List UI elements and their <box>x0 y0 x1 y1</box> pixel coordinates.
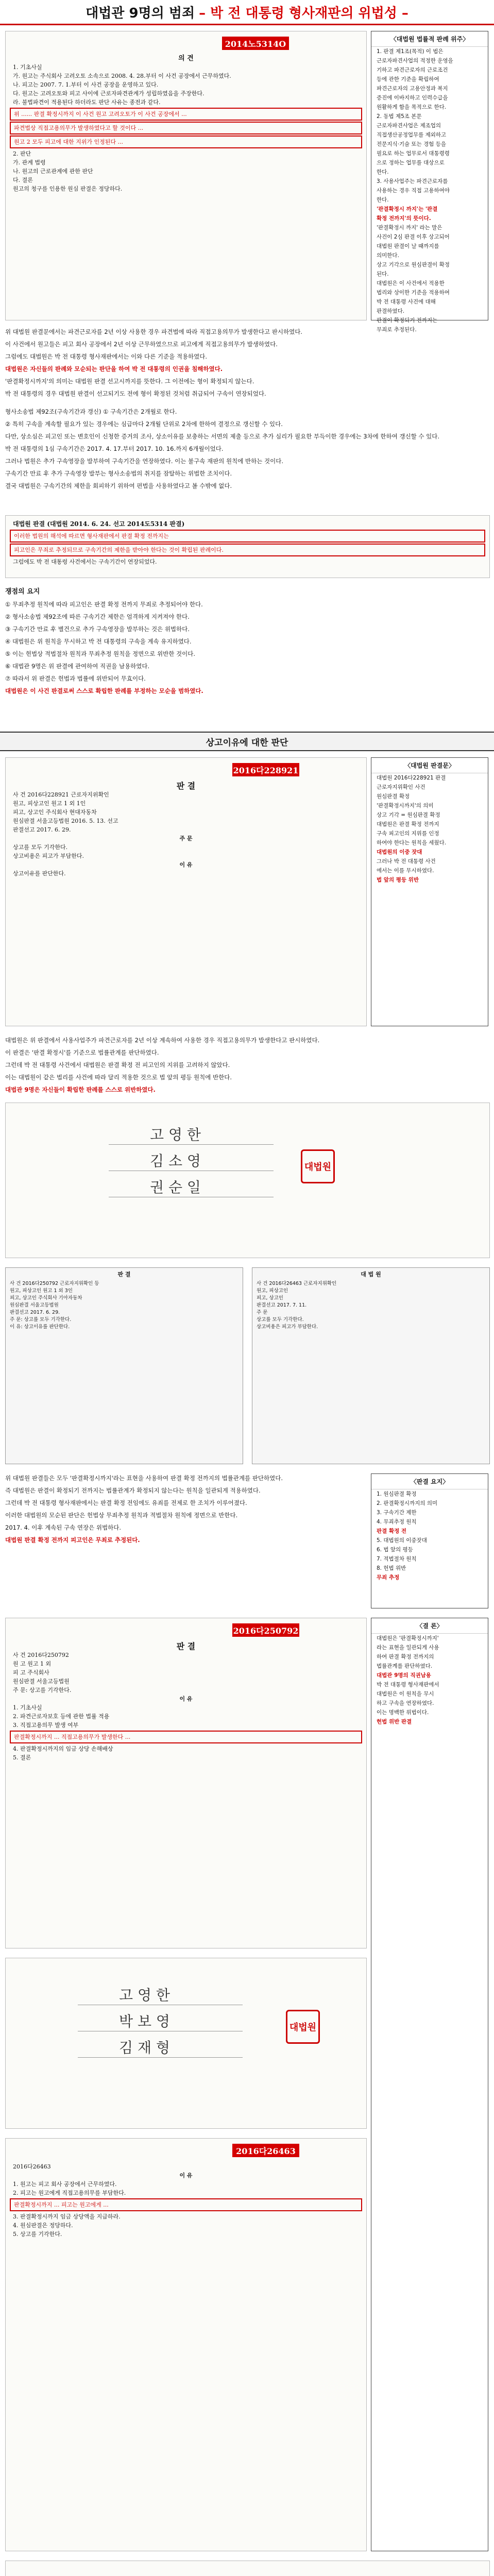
sidebar-line: 등에 관한 기준을 확립하여 <box>377 76 439 82</box>
sidebar-line: 의미한다. <box>377 252 399 259</box>
doc-line: 가. 원고는 주식회사 고려오토 소속으로 2008. 4. 28.부터 이 사건 공장에서 근무하였다. <box>13 73 231 79</box>
quoted-ruling-box <box>5 515 490 578</box>
justice-signature: 김 재 형 <box>78 2037 243 2058</box>
sidebar-line: 상고 기각 = 원심판결 확정 <box>377 812 440 818</box>
highlighted-passage: 원고 2 모두 피고에 대한 지위가 인정된다 ... <box>10 135 362 148</box>
box-line: 그럼에도 박 전 대통령 사건에서는 구속기간이 연장되었다. <box>13 558 157 565</box>
highlighted-passage: 파견법상 직접고용의무가 발생하였다고 할 것이다 ... <box>10 122 362 134</box>
doc-line: 상고비용은 피고가 부담한다. <box>257 1324 318 1330</box>
sidebar-line: 구속 피고인의 지위를 인정 <box>377 831 439 837</box>
doc-line: 원심판결 서울고등법원 2016. 5. 13. 선고 <box>13 818 118 824</box>
justice-signature: 고 영 한 <box>78 1984 243 2005</box>
court-document-3 <box>5 1267 243 1464</box>
commentary-sidebar-2 <box>371 757 488 1026</box>
signature-block <box>109 1118 274 1196</box>
emphasis-paragraph: 대법관 9명은 자신들이 확립한 판례를 스스로 위반하였다. <box>5 1086 156 1093</box>
doc-line: 이 유 <box>179 861 193 868</box>
sidebar-line: 대법원은 판결 확정 전까지 <box>377 821 439 827</box>
title-bar <box>0 0 494 25</box>
doc-line: 사 건 2016다26463 근로자지위확인 <box>257 1281 337 1286</box>
sidebar-line: 직접생산공정업무를 제외하고 <box>377 132 447 138</box>
sidebar-title: 〈판결 요지〉 <box>371 1474 488 1489</box>
sidebar-line: 그러나 박 전 대통령 사건 <box>377 858 436 865</box>
doc-line: 원고, 피상고인 원고 1 외 3인 <box>10 1288 73 1294</box>
commentary-block-5 <box>5 1473 366 1548</box>
paragraph: 위 대법원 판결문에서는 파견근로자를 2년 이상 사용한 경우 파견법에 따라 직접고용의무가 발생한다고 판시하였다. <box>5 328 302 335</box>
doc-line: 3. 직접고용의무 발생 여부 <box>13 1722 79 1728</box>
paragraph: 대법원은 위 판결에서 사용사업주가 파견근로자를 2년 이상 계속하여 사용한 경우 직접고용의무가 발생한다고 판시하였다. <box>5 1037 320 1044</box>
highlighted-passage: 판결확정시까지 ... 직접고용의무가 발생한다 ... <box>10 1731 362 1743</box>
doc-line: 원고의 청구를 인용한 원심 판결은 정당하다. <box>13 185 123 192</box>
sidebar-line: 1. 판결 제1조(목적) 이 법은 <box>377 48 444 55</box>
highlighted-passage: 위 ...... 판결 확정시까지 이 사건 원고 고려오토가 이 사건 공장에서 ... <box>10 108 362 121</box>
sidebar-line: 파견근로자의 고용안정과 복지 <box>377 86 448 92</box>
sidebar-line: 5. 대법원의 이중잣대 <box>377 1537 427 1544</box>
sidebar-line: 하고 구속을 연장하였다. <box>377 1700 434 1706</box>
sidebar-line: 법리와 상이한 기준을 적용하여 <box>377 290 450 296</box>
page-title: 대법관 9명의 범죄 <box>86 5 195 21</box>
doc-line: 원심판결 서울고등법원 <box>13 1678 70 1685</box>
sidebar-emphasis: '판결확정시 까지'는 '판결 <box>377 206 438 212</box>
sidebar-line: '판결확정시 까지' 라는 말은 <box>377 225 442 231</box>
court-document-6 <box>5 2138 367 2551</box>
sidebar-line: 상고 기각으로 원심판결이 확정 <box>377 262 450 268</box>
sidebar-line: 하여야 한다는 원칙을 세웠다. <box>377 840 447 846</box>
doc-line: 가. 관계 법령 <box>13 159 46 166</box>
sidebar-line: 근로자파견사업은 제조업의 <box>377 123 441 129</box>
sidebar-emphasis: 대법원의 이중 잣대 <box>377 849 422 855</box>
signature-page-2 <box>5 1958 367 2129</box>
doc-line: 원고, 피상고인 <box>257 1288 288 1294</box>
paragraph: 2017. 4. 이후 계속된 구속 연장은 위법하다. <box>5 1524 122 1531</box>
doc-line: 5. 상고를 기각한다. <box>13 2231 62 2238</box>
paragraph: 즉 대법원은 판결이 확정되기 전까지는 법률관계가 확정되지 않는다는 원칙을 일관되게 적용하였다. <box>5 1487 261 1494</box>
doc-line: 다. 결론 <box>13 177 33 183</box>
paragraph: 형사소송법 제92조(구속기간과 갱신) ① 구속기간은 2개월로 한다. <box>5 408 177 415</box>
sidebar-line: 한다. <box>377 169 389 175</box>
sidebar-line: 한다. <box>377 197 389 203</box>
doc-line: 의 견 <box>178 55 194 62</box>
doc-line: 주 문 <box>179 835 193 842</box>
highlighted-passage: 피고인은 무죄로 추정되므로 구속기간의 제한을 받아야 한다는 것이 확립된 판례이다. <box>10 544 485 556</box>
court-document-4 <box>252 1267 490 1464</box>
sidebar-line: 근로자파견사업의 적정한 운영을 <box>377 58 453 64</box>
doc-line: 상고비용은 피고가 부담한다. <box>13 853 84 859</box>
paragraph: 이러한 대법원의 모순된 판단은 헌법상 무죄추정 원칙과 적법절차 원칙에 정면으로 반한다. <box>5 1512 238 1519</box>
sidebar-line: 4. 무죄추정 원칙 <box>377 1519 417 1525</box>
doc-line: 피 고 주식회사 <box>13 1669 49 1676</box>
doc-line: 상고이유를 판단한다. <box>13 870 66 877</box>
doc-line: 판결선고 2017. 6. 29. <box>13 826 71 833</box>
sidebar-line: 대법원은 이 사건에서 적용한 <box>377 280 445 286</box>
sidebar-line: 라는 표현을 일관되게 사용 <box>377 1645 439 1651</box>
doc-line: 4. 원심판결은 정당하다. <box>13 2222 73 2229</box>
sidebar-line: 으로 정하는 업무를 대상으로 <box>377 160 445 166</box>
doc-line: 원고, 피상고인 원고 1 외 1인 <box>13 800 86 807</box>
doc-line: 피고, 상고인 주식회사 현대자동차 <box>13 809 97 816</box>
justice-signature: 권 순 일 <box>109 1176 274 1197</box>
commentary-sidebar-1 <box>371 31 488 333</box>
sidebar-line: 대법원은 '판결확정시까지' <box>377 1635 439 1641</box>
paragraph: 이 사건에서 원고들은 피고 회사 공장에서 2년 이상 근무하였으므로 피고에게 직접고용의무가 발생하였다. <box>5 341 278 348</box>
sidebar-emphasis: 무죄 추정 <box>377 1574 400 1581</box>
doc-line: 피고, 상고인 주식회사 기아자동차 <box>10 1295 82 1301</box>
sidebar-line: 6. 법 앞의 평등 <box>377 1547 413 1553</box>
court-document-5 <box>5 1618 367 1948</box>
paragraph: 위 대법원 판결들은 모두 '판결확정시까지'라는 표현을 사용하여 판결 확정 전까지의 법률관계를 판단하였다. <box>5 1475 283 1482</box>
sidebar-line: 이는 명백한 위법이다. <box>377 1709 429 1716</box>
doc-line: 원 고 원고 1 외 <box>13 1660 52 1667</box>
box-title: 대법원 판결 (대법원 2014. 6. 24. 선고 2014도5314 판결) <box>13 520 185 528</box>
justice-signature: 박 보 영 <box>78 2010 243 2031</box>
emphasis-paragraph: 대법원 판결 확정 전까지 피고인은 무죄로 추정된다. <box>5 1536 140 1544</box>
sidebar-line: 대법원은 이 원칙을 무시 <box>377 1691 434 1697</box>
case-number-badge: 2016다250792 <box>232 1623 299 1637</box>
doc-line: 판결선고 2017. 6. 29. <box>10 1310 60 1315</box>
doc-title: 판 결 <box>176 1641 196 1651</box>
doc-line: 상고를 모두 기각한다. <box>257 1317 304 1323</box>
doc-line: 주 문: 상고를 모두 기각한다. <box>10 1317 72 1323</box>
sidebar-line: 1. 원심판결 확정 <box>377 1491 417 1497</box>
section-banner: 상고이유에 대한 판단 <box>0 732 494 751</box>
doc-line: 3. 판결확정시까지 임금 상당액을 지급하라. <box>13 2213 121 2220</box>
paragraph: ④ 대법원은 위 원칙을 무시하고 박 전 대통령의 구속을 계속 유지하였다. <box>5 638 192 645</box>
doc-line: 이 유: 상고이유를 판단한다. <box>10 1324 70 1330</box>
commentary-block-1 <box>5 327 489 401</box>
doc-line: 1. 기초사실 <box>13 1704 42 1711</box>
doc-line: 나. 피고는 2007. 7. 1.부터 이 사건 공장을 운영하고 있다. <box>13 81 159 88</box>
commentary-sidebar-4 <box>371 1618 488 2551</box>
doc-line: 5. 결론 <box>13 1754 31 1761</box>
sidebar-title: 〈결 론〉 <box>371 1618 488 1634</box>
sidebar-line: 필요로 하는 업무로서 대통령령 <box>377 150 450 157</box>
sidebar-line: 2. 판결확정시까지의 의미 <box>377 1500 438 1506</box>
paragraph: 다만, 상소심은 피고인 또는 변호인이 신청한 증거의 조사, 상소이유를 보충하는 서면의 제출 등으로 추가 심리가 필요한 부득이한 경우에는 3차에 한하여 갱신할 수 있다. <box>5 433 439 440</box>
doc-line: 1. 원고는 피고 회사 공장에서 근무하였다. <box>13 2181 117 2188</box>
paragraph: ② 특히 구속을 계속할 필요가 있는 경우에는 심급마다 2개월 단위로 2차에 한하여 결정으로 갱신할 수 있다. <box>5 420 283 428</box>
signature-page-1 <box>5 1103 490 1258</box>
commentary-block-3 <box>5 587 489 699</box>
sidebar-title: 〈대법원 법률적 판례 위주〉 <box>371 31 488 47</box>
sidebar-line: 된다. <box>377 271 389 277</box>
sidebar-line: 8. 헌법 위반 <box>377 1565 406 1571</box>
sidebar-line: 2. 동법 제5조 본문 <box>377 113 422 120</box>
sidebar-line: 박 전 대통령 사건에 대해 <box>377 299 436 305</box>
sidebar-line: 원활하게 함을 목적으로 한다. <box>377 104 447 110</box>
paragraph: 이는 대법원이 같은 법리를 사건에 따라 달리 적용한 것으로 법 앞의 평등 원칙에 반한다. <box>5 1074 232 1081</box>
doc-line: 상고를 모두 기각한다. <box>13 844 68 851</box>
doc-line: 주 문: 상고를 기각한다. <box>13 1687 72 1693</box>
doc-line: 2. 피고는 원고에게 직접고용의무를 부담한다. <box>13 2190 126 2196</box>
sidebar-line: 대법원 2016다228921 판결 <box>377 775 446 781</box>
sidebar-line: 기하고 파견근로자의 근로조건 <box>377 67 448 73</box>
paragraph: ③ 구속기간 만료 후 별건으로 추가 구속영장을 발부하는 것은 위법하다. <box>5 625 190 633</box>
doc-line: 판결선고 2017. 7. 11. <box>257 1302 307 1308</box>
sidebar-line: 판결이 확정되기 전까지는 <box>377 317 438 324</box>
doc-line: 2. 파견근로자보호 등에 관한 법률 적용 <box>13 1713 110 1720</box>
doc-line: 사 건 2016다250792 근로자지위확인 등 <box>10 1281 99 1286</box>
doc-line: 원심판결 서울고등법원 <box>10 1302 59 1308</box>
doc-line: 2. 판단 <box>13 150 31 157</box>
doc-line: 사 건 2016다250792 <box>13 1652 69 1658</box>
sidebar-emphasis: 헌법 위반 판결 <box>377 1719 412 1725</box>
highlighted-passage: 판결확정시까지 ... 피고는 원고에게 ... <box>10 2198 362 2211</box>
emphasis-paragraph: 대법원은 이 사건 판결로써 스스로 확립한 판례를 부정하는 모순을 범하였다. <box>5 687 203 694</box>
paragraph: 구속기간 만료 후 추가 구속영장 발부는 형사소송법의 취지를 잠탈하는 위법한 조치이다. <box>5 470 232 477</box>
sidebar-line: 3. 사용사업주는 파견근로자를 <box>377 178 448 184</box>
commentary-block-2 <box>5 407 489 494</box>
doc-line: 이 유 <box>179 1696 193 1702</box>
doc-line: 사 건 2016다228921 근로자지위확인 <box>13 791 109 798</box>
doc-title: 판 결 <box>117 1271 131 1278</box>
court-document-1 <box>5 31 367 320</box>
paragraph: 그러나 법원은 추가 구속영장을 발부하여 구속기간을 연장하였다. 이는 불구속 재판의 원칙에 반하는 것이다. <box>5 457 283 465</box>
doc-line: 2016다26463 <box>13 2163 51 2170</box>
sidebar-emphasis: 대법관 9명의 직권남용 <box>377 1672 431 1679</box>
commentary-block-4 <box>5 1036 489 1097</box>
paragraph: ① 무죄추정 원칙에 따라 피고인은 판결 확정 전까지 무죄로 추정되어야 한다. <box>5 601 203 608</box>
paragraph: ⑦ 따라서 위 판결은 헌법과 법률에 위반되어 무효이다. <box>5 675 146 682</box>
signature-block <box>78 1979 243 2056</box>
court-seal: 대법원 <box>286 2010 320 2044</box>
court-document-2 <box>5 757 367 1026</box>
paragraph: 이 판결은 '판결 확정시'를 기준으로 법률관계를 판단하였다. <box>5 1049 159 1056</box>
sidebar-line: 판결하였다. <box>377 308 405 314</box>
paragraph: 그럼에도 대법원은 박 전 대통령 형사재판에서는 이와 다른 기준을 적용하였다. <box>5 353 208 360</box>
doc-title: 대 법 원 <box>361 1271 381 1278</box>
sidebar-line: 박 전 대통령 형사재판에서 <box>377 1682 439 1688</box>
court-seal: 대법원 <box>301 1149 335 1183</box>
doc-title: 판 결 <box>176 781 196 790</box>
sidebar-line: 증진에 이바지하고 인력수급을 <box>377 95 448 101</box>
paragraph: 결국 대법원은 구속기간의 제한을 회피하기 위하여 편법을 사용하였다고 볼 수밖에 없다. <box>5 482 232 489</box>
justice-signature: 고 영 한 <box>109 1124 274 1145</box>
section-heading: 쟁점의 요지 <box>5 588 40 596</box>
sidebar-line: '판결확정시까지'의 의미 <box>377 803 434 809</box>
sidebar-line: 사건이 2심 판결 이후 상고되어 <box>377 234 450 240</box>
justice-signature: 김 소 영 <box>109 1150 274 1171</box>
doc-line: 주 문 <box>257 1310 268 1315</box>
doc-line: 이 유 <box>179 2172 193 2179</box>
doc-line: 4. 판결확정시까지의 임금 상당 손해배상 <box>13 1745 113 1752</box>
paragraph: ⑤ 이는 헌법상 적법절차 원칙과 무죄추정 원칙을 정면으로 위반한 것이다. <box>5 650 196 657</box>
sidebar-line: 대법원 판결이 날 때까지를 <box>377 243 439 249</box>
doc-line: 1. 기초사실 <box>13 64 42 71</box>
doc-line: 다. 원고는 고려오토와 피고 사이에 근로자파견관계가 성립하였음을 주장한다. <box>13 90 205 97</box>
sidebar-emphasis: 확정 전까지'의 뜻이다. <box>377 215 431 222</box>
sidebar-line: 하여 판결 확정 전까지의 <box>377 1654 434 1660</box>
page-subtitle: – 박 전 대통령 형사재판의 위법성 – <box>199 5 408 21</box>
paragraph: 박 전 대통령의 1심 구속기간은 2017. 4. 17.부터 2017. 10. 16.까지 6개월이었다. <box>5 445 224 452</box>
doc-line: 라. 불법파견이 적용된다 하더라도 판단 사유는 종전과 같다. <box>13 99 161 106</box>
case-number-badge: 2016다26463 <box>232 2144 299 2157</box>
sidebar-line: 원심판결 확정 <box>377 793 410 800</box>
sidebar-emphasis: 법 앞의 평등 위반 <box>377 877 419 883</box>
doc-line: 피고, 상고인 <box>257 1295 283 1301</box>
sidebar-line: 사용하는 경우 직접 고용하여야 <box>377 188 450 194</box>
case-number-badge: 2016다228921 <box>232 763 299 776</box>
sidebar-line: 근로자지위확인 사건 <box>377 784 425 790</box>
doc-line: 나. 원고의 근로관계에 관한 판단 <box>13 168 93 175</box>
paragraph: ⑥ 대법관 9명은 위 판결에 관여하여 직권을 남용하였다. <box>5 663 150 670</box>
case-number-badge: 2014노5314O <box>222 37 289 50</box>
commentary-sidebar-3 <box>371 1473 488 1608</box>
paragraph: 박 전 대통령의 경우 대법원 판결이 선고되기도 전에 형이 확정된 것처럼 취급되어 구속이 연장되었다. <box>5 390 266 397</box>
sidebar-line: 법률관계를 판단하였다. <box>377 1663 433 1669</box>
sidebar-line: 7. 적법절차 원칙 <box>377 1556 417 1562</box>
sidebar-line: 3. 구속기간 제한 <box>377 1510 417 1516</box>
paragraph: 그런데 박 전 대통령 형사재판에서는 판결 확정 전임에도 유죄를 전제로 한 조치가 이루어졌다. <box>5 1499 247 1506</box>
paragraph: ② 형사소송법 제92조에 따른 구속기간 제한은 엄격하게 지켜져야 한다. <box>5 613 190 620</box>
final-document-page <box>5 2561 490 2576</box>
paragraph: 그런데 박 전 대통령 사건에서 대법원은 판결 확정 전 피고인의 지위를 고려하지 않았다. <box>5 1061 230 1069</box>
sidebar-line: 전문지식·기술 또는 경험 등을 <box>377 141 447 147</box>
highlighted-passage: 이러한 법원의 해석에 따르면 형사재판에서 판결 확정 전까지는 <box>10 530 485 543</box>
sidebar-line: 무죄로 추정된다. <box>377 327 417 333</box>
sidebar-title: 〈대법원 판결문〉 <box>371 758 488 773</box>
sidebar-emphasis: 판결 확정 전 <box>377 1528 407 1534</box>
emphasis-paragraph: 대법원은 자신들의 판례와 모순되는 판단을 하여 박 전 대통령의 인권을 침해하였다. <box>5 365 223 372</box>
paragraph: '판결확정시까지'의 의미는 대법원 판결 선고시까지를 뜻한다. 그 이전에는 형이 확정되지 않는다. <box>5 378 254 385</box>
sidebar-line: 에서는 이를 무시하였다. <box>377 868 434 874</box>
